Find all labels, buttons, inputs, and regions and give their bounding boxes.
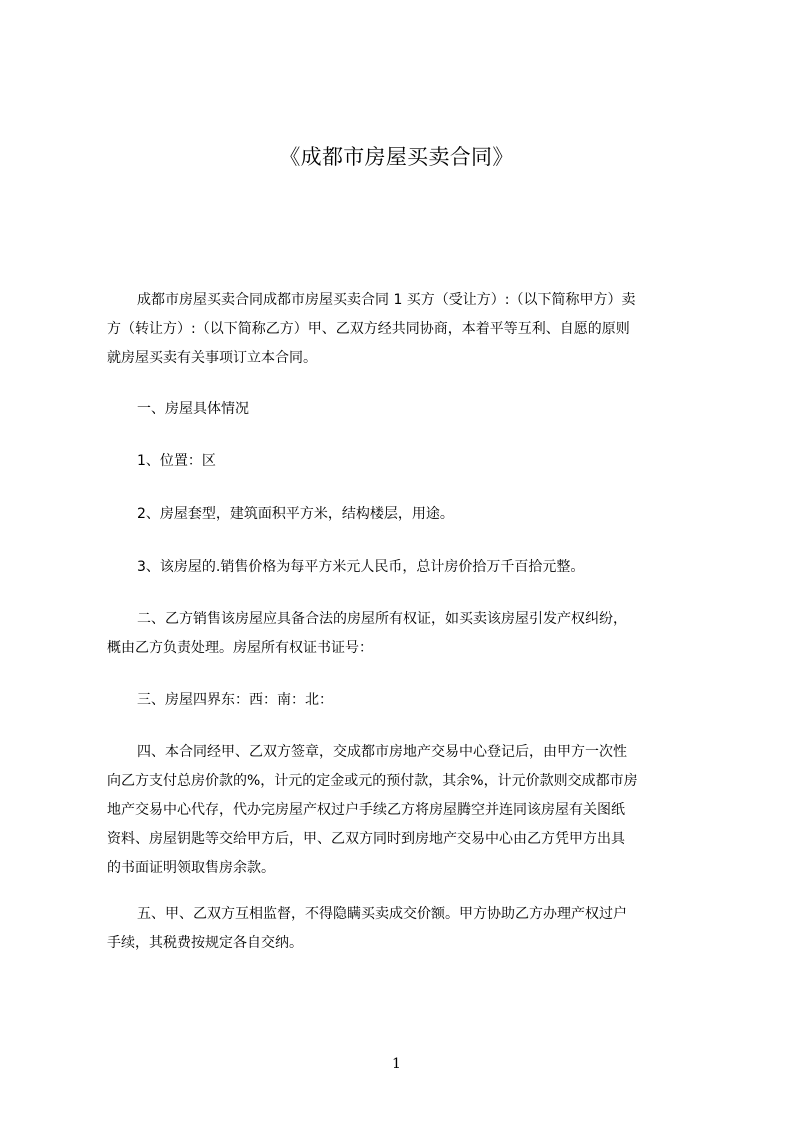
section2-line: 概由乙方负责处理。房屋所有权证书证号： — [107, 640, 373, 656]
section1-heading: 一、房屋具体情况 — [137, 401, 249, 417]
section2-line: 二、乙方销售该房屋应具备合法的房屋所有权证，如买卖该房屋引发产权纠纷， — [137, 611, 627, 627]
section5-paragraph — [107, 900, 691, 958]
section2-paragraph — [107, 605, 691, 663]
section4-line: 四、本合同经甲、乙双方签章，交成都市房地产交易中心登记后，由甲方一次性 — [137, 744, 627, 760]
section5-line: 五、甲、乙双方互相监督，不得隐瞒买卖成交价额。甲方协助乙方办理产权过户 — [137, 906, 627, 922]
intro-line: 方（转让方）:（以下简称乙方）甲、乙双方经共同协商，本着平等互利、自愿的原则 — [107, 321, 630, 337]
section4-line: 向乙方支付总房价款的%，计元的定金或元的预付款，其余%，计元价款则交成都市房 — [107, 773, 638, 789]
section5-line: 手续，其税费按规定各自交纳。 — [107, 935, 303, 951]
section4-line: 的书面证明领取售房余款。 — [107, 860, 275, 876]
document-title: 《成都市房屋买卖合同》 — [279, 145, 514, 169]
intro-line: 成都市房屋买卖合同成都市房屋买卖合同 1 买方（受让方）:（以下简称甲方）卖 — [137, 292, 636, 308]
section1-item-price: 3、该房屋的.销售价格为每平方米元人民币，总计房价拾万千百拾元整。 — [137, 559, 585, 575]
section1-item-housetype: 2、房屋套型，建筑面积平方米，结构楼层，用途。 — [137, 506, 454, 522]
section4-line: 资料、房屋钥匙等交给甲方后，甲、乙双方同时到房地产交易中心由乙方凭甲方出具 — [107, 831, 625, 847]
section4-paragraph — [107, 738, 691, 883]
section1-item-location: 1、位置：区 — [137, 453, 216, 469]
intro-line: 就房屋买卖有关事项订立本合同。 — [107, 350, 317, 366]
section3-paragraph: 三、房屋四界东：西：南：北： — [137, 692, 333, 708]
intro-paragraph — [107, 286, 691, 373]
section4-line: 地产交易中心代存，代办完房屋产权过户手续乙方将房屋腾空并连同该房屋有关图纸 — [107, 802, 625, 818]
page-number: 1 — [392, 1056, 401, 1072]
